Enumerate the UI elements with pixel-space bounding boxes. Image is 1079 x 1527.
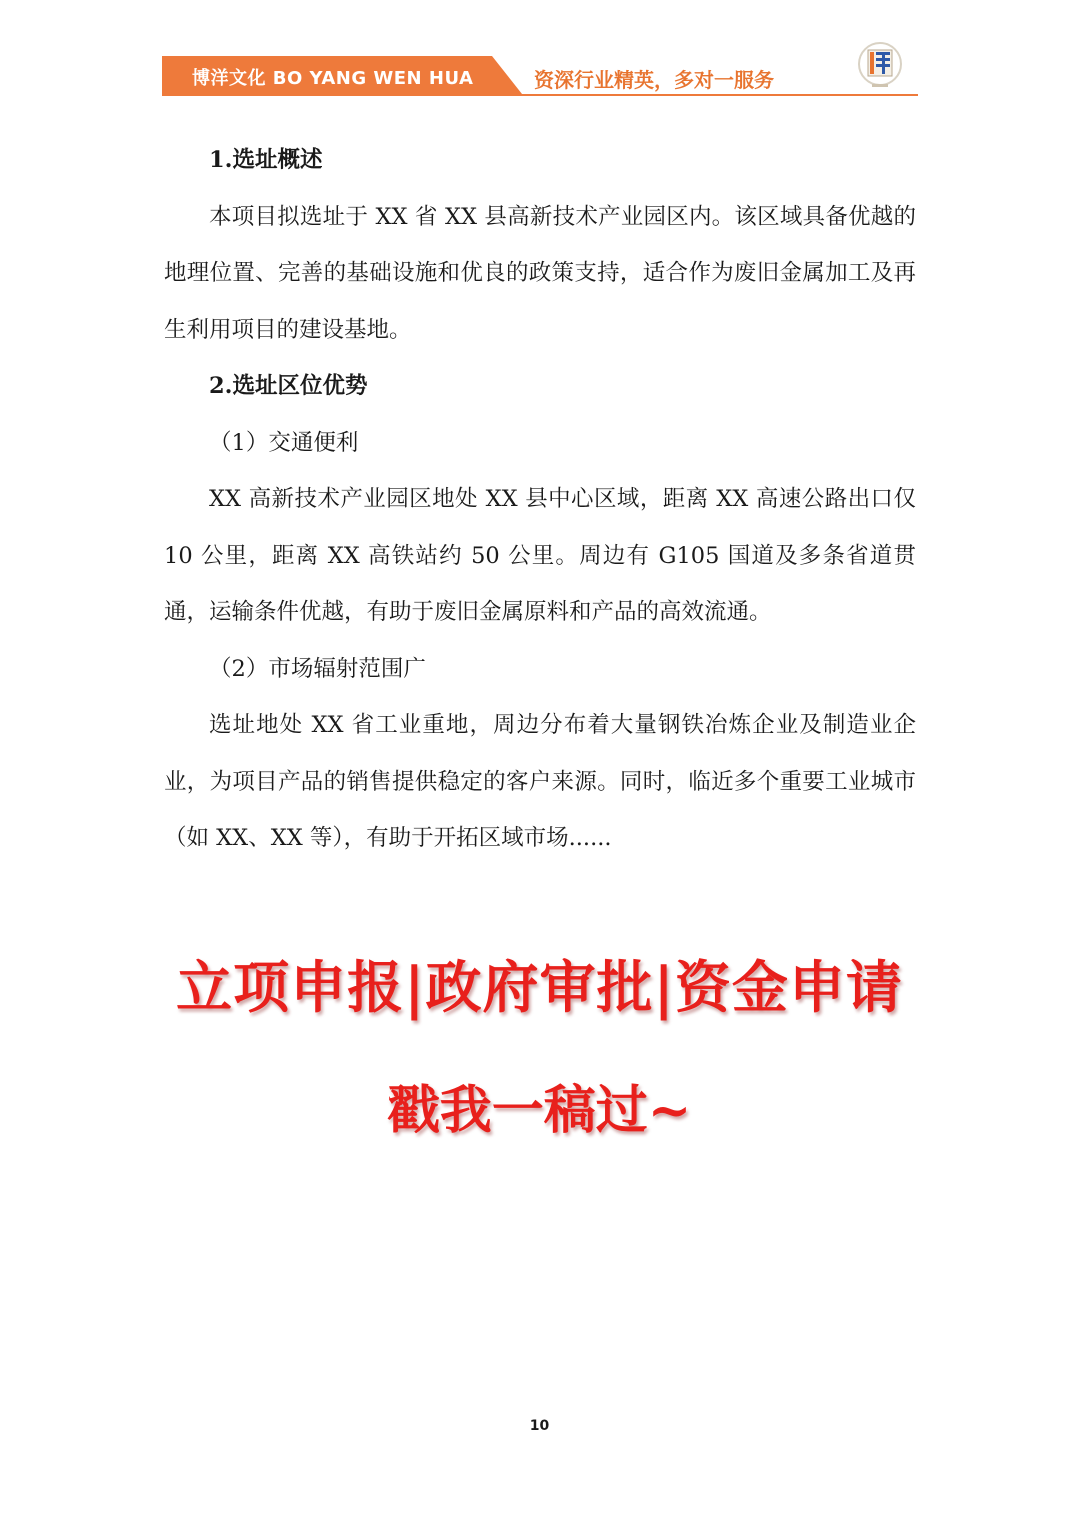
body-paragraph: 选址地处 XX 省工业重地，周边分布着大量钢铁冶炼企业及制造业企业，为项目产品的销售提供稳定的客户来源。同时，临近多个重要工业城市（如 XX、XX 等），有助于开拓区域市场...... (164, 712, 916, 851)
page-header (162, 52, 918, 98)
section-heading: 1.选址概述 (209, 147, 323, 173)
page-number: 10 (529, 1418, 550, 1434)
header-brand: 博洋文化 BO YANG WEN HUA (192, 68, 474, 89)
document-body (164, 132, 916, 867)
header-divider (162, 94, 918, 96)
header-slogan: 资深行业精英，多对一服务 (534, 68, 774, 92)
section-heading: 2.选址区位优势 (209, 373, 368, 399)
body-paragraph: XX 高新技术产业园区地处 XX 县中心区域，距离 XX 高速公路出口仅 10 公里，距离 XX 高铁站约 50 公里。周边有 G105 国道及多条省道贯通，运输条件优越，有助于废旧金属原料和产品的高效流通。 (164, 486, 916, 625)
body-paragraph: 本项目拟选址于 XX 省 XX 县高新技术产业园区内。该区域具备优越的地理位置、完善的基础设施和优良的政策支持，适合作为废旧金属加工及再生利用项目的建设基地。 (164, 203, 916, 343)
subsection-heading: （1）交通便利 (209, 429, 359, 456)
promo-line-2: 戳我一稿过~ (387, 1080, 692, 1141)
promo-line-1: 立项申报|政府审批|资金申请 (176, 955, 903, 1021)
boyang-seal-icon (856, 40, 904, 92)
subsection-heading: （2）市场辐射范围广 (209, 655, 426, 682)
